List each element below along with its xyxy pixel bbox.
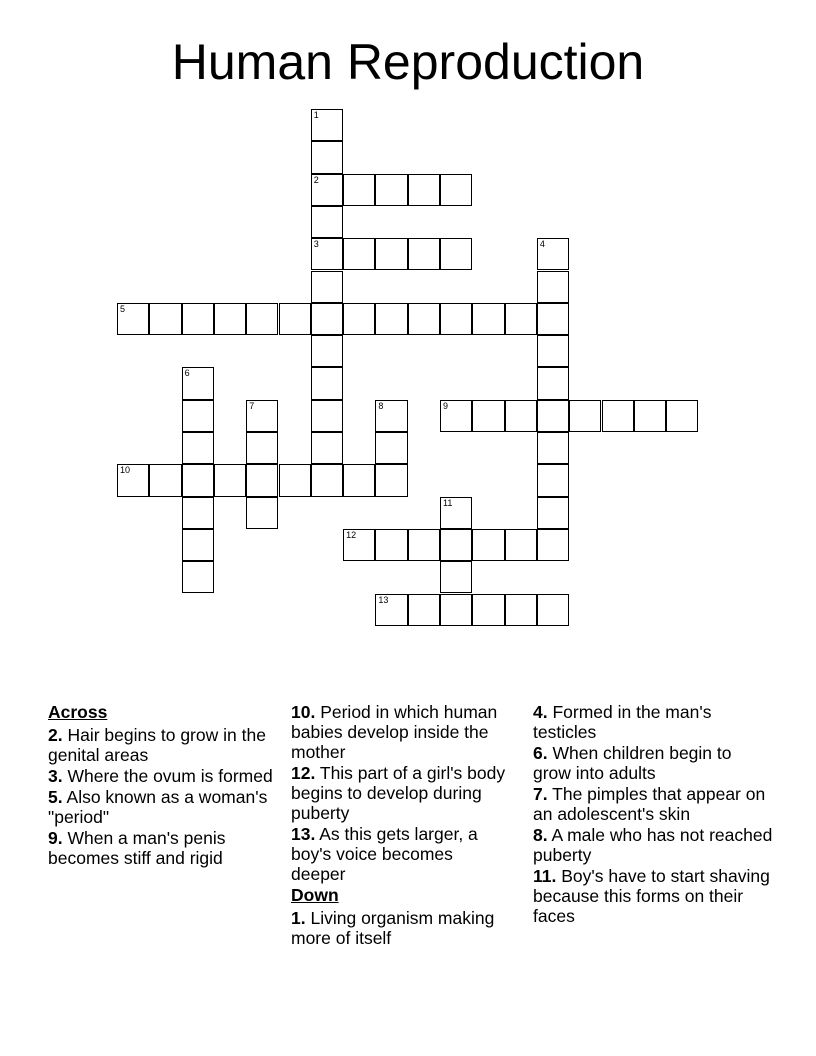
- clue-text: As this gets larger, a boy's voice becomes deeper: [291, 824, 478, 884]
- clue-number: 10.: [291, 702, 316, 722]
- grid-cell[interactable]: [375, 594, 407, 626]
- cell-number: 7: [249, 400, 255, 411]
- clue-across-13: [291, 824, 511, 884]
- grid-cell[interactable]: [375, 464, 407, 496]
- grid-cell[interactable]: [311, 335, 343, 367]
- clue-across-9: [48, 828, 273, 868]
- grid-cell[interactable]: [343, 529, 375, 561]
- grid-cell[interactable]: [375, 303, 407, 335]
- clue-text: Living organism making more of itself: [291, 908, 495, 948]
- grid-cell[interactable]: [537, 464, 569, 496]
- grid-cell[interactable]: [246, 432, 278, 464]
- cell-number: 12: [346, 529, 357, 540]
- grid-cell[interactable]: [472, 303, 504, 335]
- grid-cell[interactable]: [408, 529, 440, 561]
- cell-number: 13: [378, 594, 389, 605]
- clue-text: Boy's have to start shaving because this forms on their faces: [533, 866, 770, 926]
- grid-cell[interactable]: [311, 271, 343, 303]
- clue-number: 12.: [291, 763, 316, 783]
- grid-cell[interactable]: [311, 432, 343, 464]
- cell-number: 3: [313, 239, 319, 250]
- cell-number: 11: [443, 497, 453, 508]
- grid-cell[interactable]: [666, 400, 698, 432]
- cell-number: 4: [539, 239, 545, 250]
- cell-number: 9: [443, 400, 449, 411]
- clue-text: Hair begins to grow in the genital areas: [48, 725, 266, 765]
- clue-down-7: [533, 784, 773, 824]
- grid-cell[interactable]: [182, 432, 214, 464]
- clue-number: 5.: [48, 787, 63, 807]
- clue-number: 8.: [533, 825, 548, 845]
- clue-across-5: [48, 787, 273, 827]
- grid-cell[interactable]: [602, 400, 634, 432]
- clue-down-1: [291, 908, 511, 948]
- grid-cell[interactable]: [375, 400, 407, 432]
- grid-cell[interactable]: [537, 271, 569, 303]
- grid-cell[interactable]: [472, 594, 504, 626]
- clue-number: 6.: [533, 743, 548, 763]
- grid-cell[interactable]: [440, 594, 472, 626]
- grid-cell[interactable]: [311, 400, 343, 432]
- grid-cell[interactable]: [569, 400, 601, 432]
- grid-cell[interactable]: [117, 464, 149, 496]
- cell-number: 10: [120, 465, 131, 476]
- grid-cell[interactable]: [505, 529, 537, 561]
- grid-cell[interactable]: [246, 497, 278, 529]
- grid-cell[interactable]: [117, 303, 149, 335]
- grid-cell[interactable]: [375, 238, 407, 270]
- clue-text: When children begin to grow into adults: [533, 743, 732, 783]
- clue-number: 13.: [291, 824, 316, 844]
- grid-cell[interactable]: [343, 464, 375, 496]
- grid-cell[interactable]: [182, 561, 214, 593]
- clues-column-2: [291, 702, 511, 949]
- grid-cell[interactable]: [537, 238, 569, 270]
- grid-cell[interactable]: [537, 367, 569, 399]
- grid-cell[interactable]: [182, 497, 214, 529]
- grid-cell[interactable]: [149, 303, 181, 335]
- clue-across-3: [48, 766, 273, 786]
- grid-cell[interactable]: [246, 464, 278, 496]
- grid-cell[interactable]: [182, 303, 214, 335]
- grid-cell[interactable]: [214, 303, 246, 335]
- grid-cell[interactable]: [343, 174, 375, 206]
- clue-number: 9.: [48, 828, 63, 848]
- grid-cell[interactable]: [214, 464, 246, 496]
- grid-cell[interactable]: [537, 432, 569, 464]
- grid-cell[interactable]: [537, 303, 569, 335]
- grid-cell[interactable]: [182, 367, 214, 399]
- grid-cell[interactable]: [408, 303, 440, 335]
- grid-cell[interactable]: [440, 561, 472, 593]
- clue-text: Formed in the man's testicles: [533, 702, 712, 742]
- cell-number: 1: [313, 110, 319, 120]
- grid-cell[interactable]: [440, 400, 472, 432]
- grid-cell[interactable]: [311, 141, 343, 173]
- puzzle-title: Human Reproduction: [171, 34, 645, 90]
- grid-cell[interactable]: [440, 238, 472, 270]
- across-heading: Across: [48, 702, 108, 722]
- grid-cell[interactable]: [343, 238, 375, 270]
- grid-cell[interactable]: [182, 400, 214, 432]
- clue-down-6: [533, 743, 773, 783]
- clue-down-8: [533, 825, 773, 865]
- grid-cell[interactable]: [408, 174, 440, 206]
- clue-text: Also known as a woman's "period": [48, 787, 268, 827]
- clue-text: Where the ovum is formed: [67, 766, 273, 786]
- clue-text: The pimples that appear on an adolescent's skin: [533, 784, 766, 824]
- clue-across-10: [291, 702, 511, 762]
- clue-across-12: [291, 763, 511, 823]
- grid-cell[interactable]: [311, 109, 343, 141]
- clue-number: 4.: [533, 702, 548, 722]
- grid-cell[interactable]: [537, 529, 569, 561]
- grid-cell[interactable]: [279, 303, 311, 335]
- cell-number: 6: [184, 368, 190, 379]
- cell-number: 2: [313, 174, 319, 185]
- down-heading: Down: [291, 885, 339, 905]
- clue-number: 7.: [533, 784, 548, 804]
- grid-cell[interactable]: [375, 529, 407, 561]
- grid-cell[interactable]: [505, 303, 537, 335]
- clue-down-11: [533, 866, 773, 926]
- grid-cell[interactable]: [472, 529, 504, 561]
- grid-cell[interactable]: [440, 497, 472, 529]
- clues-column-3: [533, 702, 773, 927]
- clues-column-1: [48, 702, 273, 869]
- clue-across-2: [48, 725, 273, 765]
- grid-cell[interactable]: [311, 464, 343, 496]
- grid-cell[interactable]: [537, 400, 569, 432]
- grid-cell[interactable]: [440, 529, 472, 561]
- clue-number: 1.: [291, 908, 306, 928]
- grid-cell[interactable]: [246, 303, 278, 335]
- grid-cell[interactable]: [311, 367, 343, 399]
- grid-cell[interactable]: [311, 174, 343, 206]
- clue-number: 2.: [48, 725, 63, 745]
- cell-number: 8: [378, 400, 384, 411]
- grid-cell[interactable]: [182, 529, 214, 561]
- grid-cell[interactable]: [505, 594, 537, 626]
- grid-cell[interactable]: [440, 303, 472, 335]
- grid-cell[interactable]: [343, 303, 375, 335]
- grid-cell[interactable]: [311, 238, 343, 270]
- grid-cell[interactable]: [440, 174, 472, 206]
- clue-text: When a man's penis becomes stiff and rigid: [48, 828, 226, 868]
- clue-number: 11.: [533, 866, 557, 886]
- cell-number: 5: [120, 303, 126, 314]
- clue-text: Period in which human babies develop inside the mother: [291, 702, 498, 762]
- grid-cell[interactable]: [408, 594, 440, 626]
- grid-cell[interactable]: [311, 206, 343, 238]
- grid-cell[interactable]: [279, 464, 311, 496]
- grid-cell[interactable]: [408, 238, 440, 270]
- grid-cell[interactable]: [472, 400, 504, 432]
- grid-cell[interactable]: [182, 464, 214, 496]
- grid-cell[interactable]: [505, 400, 537, 432]
- clue-number: 3.: [48, 766, 63, 786]
- grid-cell[interactable]: [537, 497, 569, 529]
- grid-cell[interactable]: [537, 594, 569, 626]
- clue-down-4: [533, 702, 773, 742]
- grid-cell[interactable]: [537, 335, 569, 367]
- grid-cell[interactable]: [149, 464, 181, 496]
- grid-cell[interactable]: [375, 432, 407, 464]
- grid-cell[interactable]: [311, 303, 343, 335]
- grid-cell[interactable]: [246, 400, 278, 432]
- grid-cell[interactable]: [375, 174, 407, 206]
- grid-cell[interactable]: [634, 400, 666, 432]
- clue-text: This part of a girl's body begins to develop during puberty: [291, 763, 506, 823]
- clue-text: A male who has not reached puberty: [533, 825, 773, 865]
